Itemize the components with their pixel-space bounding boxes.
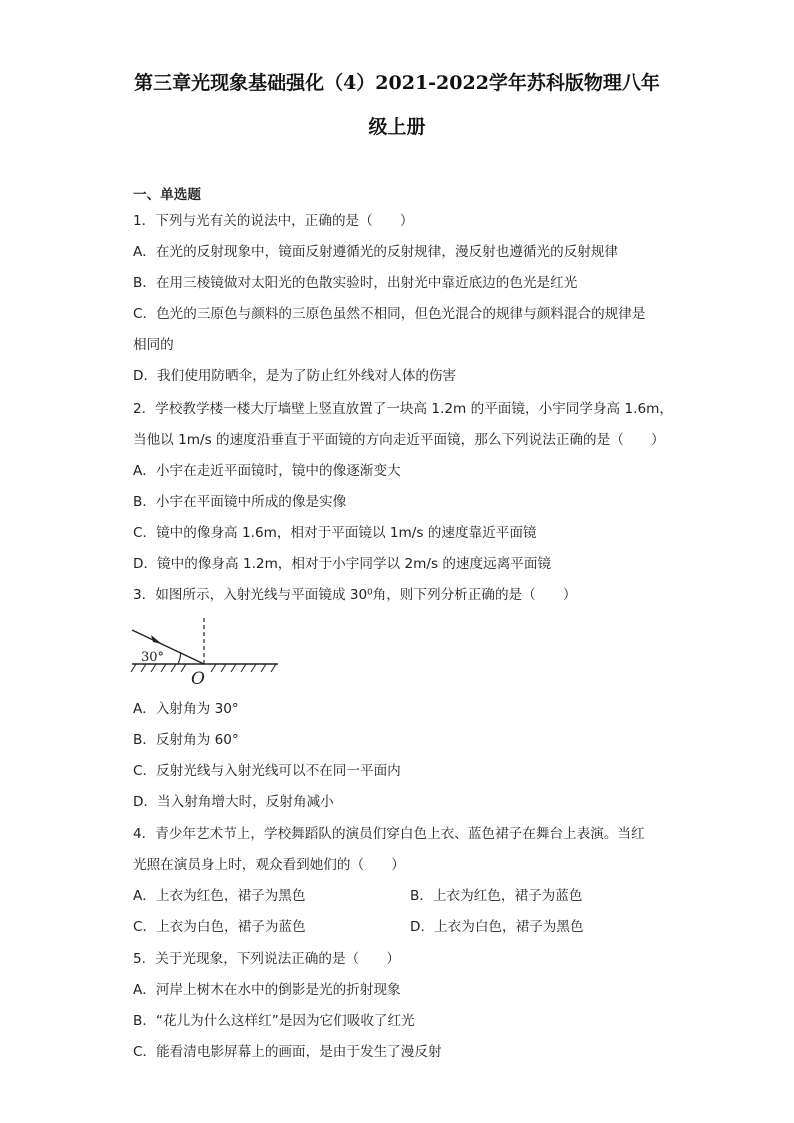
q3-option-b: B．反射角为 60° <box>133 732 239 748</box>
q3-mirror-diagram <box>128 614 278 686</box>
q4-option-c: C．上衣为白色，裙子为蓝色 <box>133 919 306 935</box>
q2-option-d: D．镜中的像身高 1.2m，相对于小宇同学以 2m/s 的速度远离平面镜 <box>133 556 552 572</box>
q4-option-a: A．上衣为红色，裙子为黑色 <box>133 888 306 904</box>
q4-stem-line-1: 4．青少年艺术节上，学校舞蹈队的演员们穿白色上衣、蓝色裙子在舞台上表演。当红 <box>133 826 645 842</box>
q2-option-b: B．小宇在平面镜中所成的像是实像 <box>133 494 347 510</box>
q2-option-c: C．镜中的像身高 1.6m，相对于平面镜以 1m/s 的速度靠近平面镜 <box>133 525 537 541</box>
q1-option-c-line-1: C．色光的三原色与颜料的三原色虽然不相同，但色光混合的规律与颜料混合的规律是 <box>133 306 646 322</box>
angle-label: 30° <box>141 650 165 665</box>
q5-option-b: B．“花儿为什么这样红”是因为它们吸收了红光 <box>133 1013 415 1029</box>
q2-stem-line-2: 当他以 1m/s 的速度沿垂直于平面镜的方向走近平面镜，那么下列说法正确的是（ ） <box>133 432 665 448</box>
q4-option-b: B．上衣为红色，裙子为蓝色 <box>410 888 583 904</box>
document-title-line-2: 级上册 <box>368 116 426 138</box>
q5-option-a: A．河岸上树木在水中的倒影是光的折射现象 <box>133 982 401 998</box>
q5-stem: 5．关于光现象，下列说法正确的是（ ） <box>133 951 400 967</box>
point-o-label: O <box>191 669 205 686</box>
q2-stem-line-1: 2．学校教学楼一楼大厅墙壁上竖直放置了一块高 1.2m 的平面镜，小宇同学身高 1.6m， <box>133 401 673 417</box>
q1-option-b: B．在用三棱镜做对太阳光的色散实验时，出射光中靠近底边的色光是红光 <box>133 275 578 291</box>
q1-option-d: D．我们使用防晒伞，是为了防止红外线对人体的伤害 <box>133 368 457 384</box>
q3-option-c: C．反射光线与入射光线可以不在同一平面内 <box>133 763 401 779</box>
q4-stem-line-2: 光照在演员身上时，观众看到她们的（ ） <box>133 857 405 873</box>
q1-option-c-line-2: 相同的 <box>133 337 174 353</box>
q3-option-d: D．当入射角增大时，反射角减小 <box>133 794 334 810</box>
q2-option-a: A．小宇在走近平面镜时，镜中的像逐渐变大 <box>133 463 401 479</box>
section-heading: 一、单选题 <box>133 187 201 203</box>
q1-option-a: A．在光的反射现象中，镜面反射遵循光的反射规律，漫反射也遵循光的反射规律 <box>133 244 619 260</box>
q4-option-d: D．上衣为白色，裙子为黑色 <box>410 919 584 935</box>
incident-ray-arrow <box>151 635 162 644</box>
q1-stem: 1．下列与光有关的说法中，正确的是（ ） <box>133 213 414 229</box>
document-title-line-1: 第三章光现象基础强化（4）2021-2022学年苏科版物理八年 <box>134 72 660 94</box>
q5-option-c: C．能看清电影屏幕上的画面，是由于发生了漫反射 <box>133 1044 442 1060</box>
q3-stem: 3．如图所示，入射光线与平面镜成 30⁰角，则下列分析正确的是（ ） <box>133 587 577 603</box>
angle-arc <box>178 653 181 664</box>
q3-option-a: A．入射角为 30° <box>133 701 239 717</box>
